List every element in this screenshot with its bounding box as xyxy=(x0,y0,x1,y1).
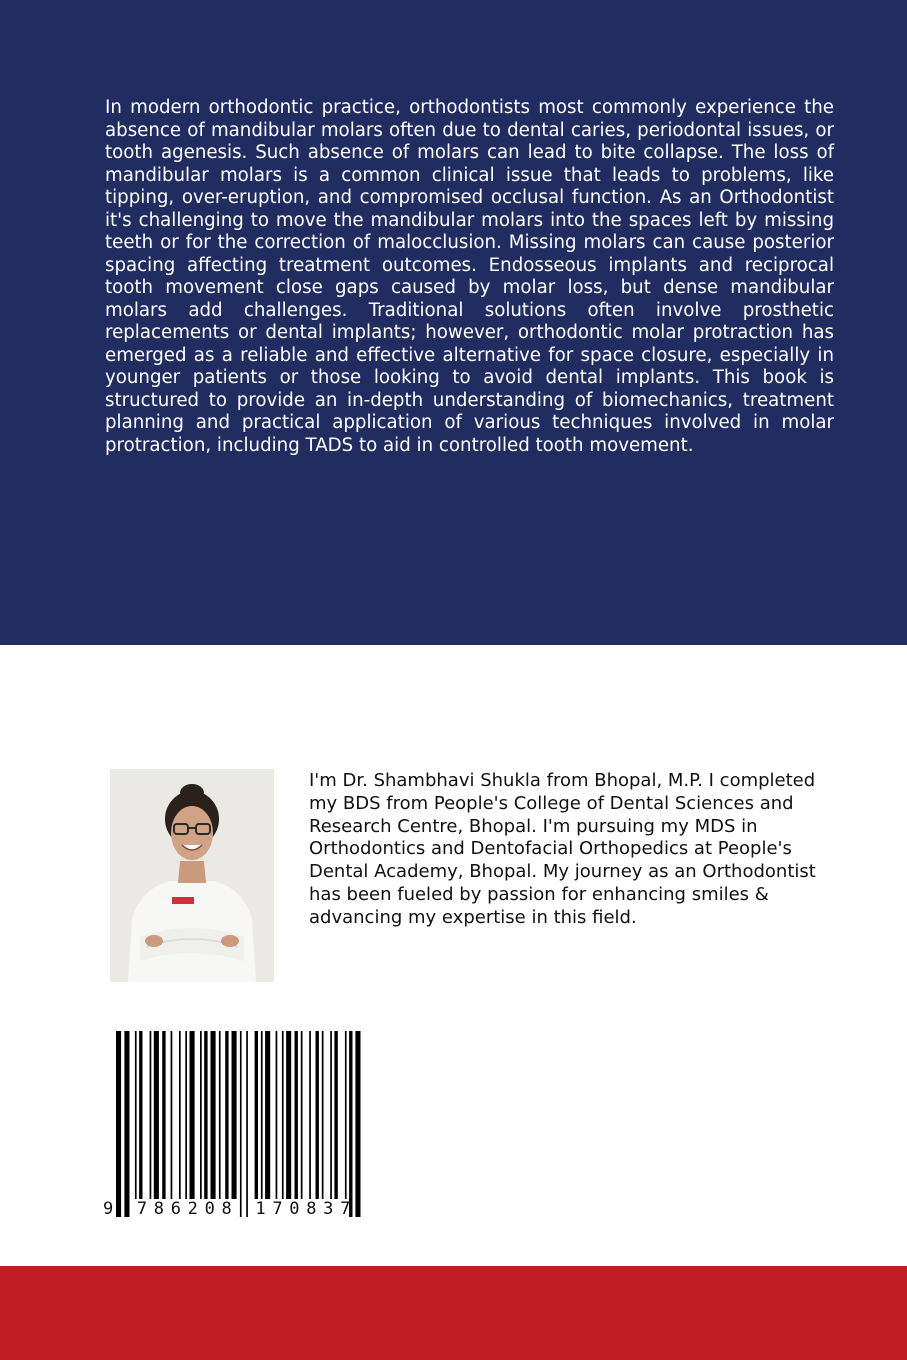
author-bio: I'm Dr. Shambhavi Shukla from Bhopal, M.P. I completed my BDS from People's College of Dental Sciences and Research Centre, Bhopal. I'm pursuing my MDS in Orthodontics and Dentofacial Orthopedics at People's Dental Academy, Bhopal. My journey as an Orthodontist has been fueled by passion for enhancing smiles & advancing my expertise in this field. xyxy=(309,770,816,928)
barcode-bar xyxy=(150,1031,152,1199)
barcode-bar xyxy=(171,1031,173,1199)
book-description: In modern orthodontic practice, orthodontists most commonly experience the absence of mandibular molars often due to dental caries, periodontal issues, or tooth agenesis. Such absence of molars can lead to bite collapse. The loss of mandibular molars is a common clinical issue that leads to problems, like tipping, over-eruption, and compromised occlusal function. As an Orthodontist it's challenging to move the mandibular molars into the spaces left by missing teeth or for the correction of malocclusion. Missing molars can cause posterior spacing affecting treatment outcomes. Endosseous implants and reciprocal tooth movement close gaps caused by molar loss, but dense mandibular molars add challenges. Traditional solutions often involve prosthetic replacements or dental implants; however, orthodontic molar protraction has emerged as a reliable and effective alternative for space closure, especially in younger patients or those looking to avoid dental implants. This book is structured to provide an in-depth understanding of biomechanics, treatment planning and practical application of various techniques involved in molar protraction, including TADS to aid in controlled tooth movement. xyxy=(105,97,834,456)
barcode-bar xyxy=(265,1031,270,1199)
barcode-bar xyxy=(232,1031,237,1199)
barcode-bar xyxy=(334,1031,337,1199)
barcode-bar xyxy=(190,1031,195,1199)
barcode-bar xyxy=(179,1031,181,1199)
barcode-bar xyxy=(139,1031,142,1199)
barcode-bar xyxy=(211,1031,216,1199)
barcode-bar xyxy=(345,1031,347,1199)
barcode-bar xyxy=(154,1031,159,1199)
barcode-bar xyxy=(225,1031,228,1199)
barcode-bar xyxy=(349,1031,352,1217)
isbn-number: 9 786208 170837 xyxy=(103,1199,358,1219)
barcode-bar xyxy=(286,1031,291,1199)
barcode-bar xyxy=(309,1031,311,1199)
author-photo xyxy=(110,769,274,982)
barcode-bar xyxy=(276,1031,278,1199)
barcode-bar xyxy=(295,1031,298,1199)
barcode-bar xyxy=(246,1031,248,1217)
barcode-bar xyxy=(316,1031,319,1199)
barcode-bar xyxy=(282,1031,284,1199)
barcode-bar xyxy=(200,1031,202,1199)
barcode-bar xyxy=(162,1031,165,1199)
barcode-bar xyxy=(330,1031,332,1199)
barcode-bar xyxy=(124,1031,129,1217)
barcode-bar xyxy=(355,1031,360,1217)
barcode-bar xyxy=(135,1031,137,1199)
isbn-barcode xyxy=(110,1031,420,1221)
barcode-bar xyxy=(185,1031,187,1199)
barcode-bar xyxy=(204,1031,207,1199)
barcode-bar xyxy=(240,1031,242,1217)
barcode-bar xyxy=(261,1031,263,1199)
barcode-bar xyxy=(219,1031,221,1199)
barcode-bar xyxy=(301,1031,303,1199)
blurb-panel xyxy=(0,0,907,645)
barcode-bar xyxy=(255,1031,258,1199)
bottom-color-band xyxy=(0,1266,907,1360)
barcode-bar xyxy=(322,1031,324,1199)
barcode-bar xyxy=(116,1031,121,1217)
